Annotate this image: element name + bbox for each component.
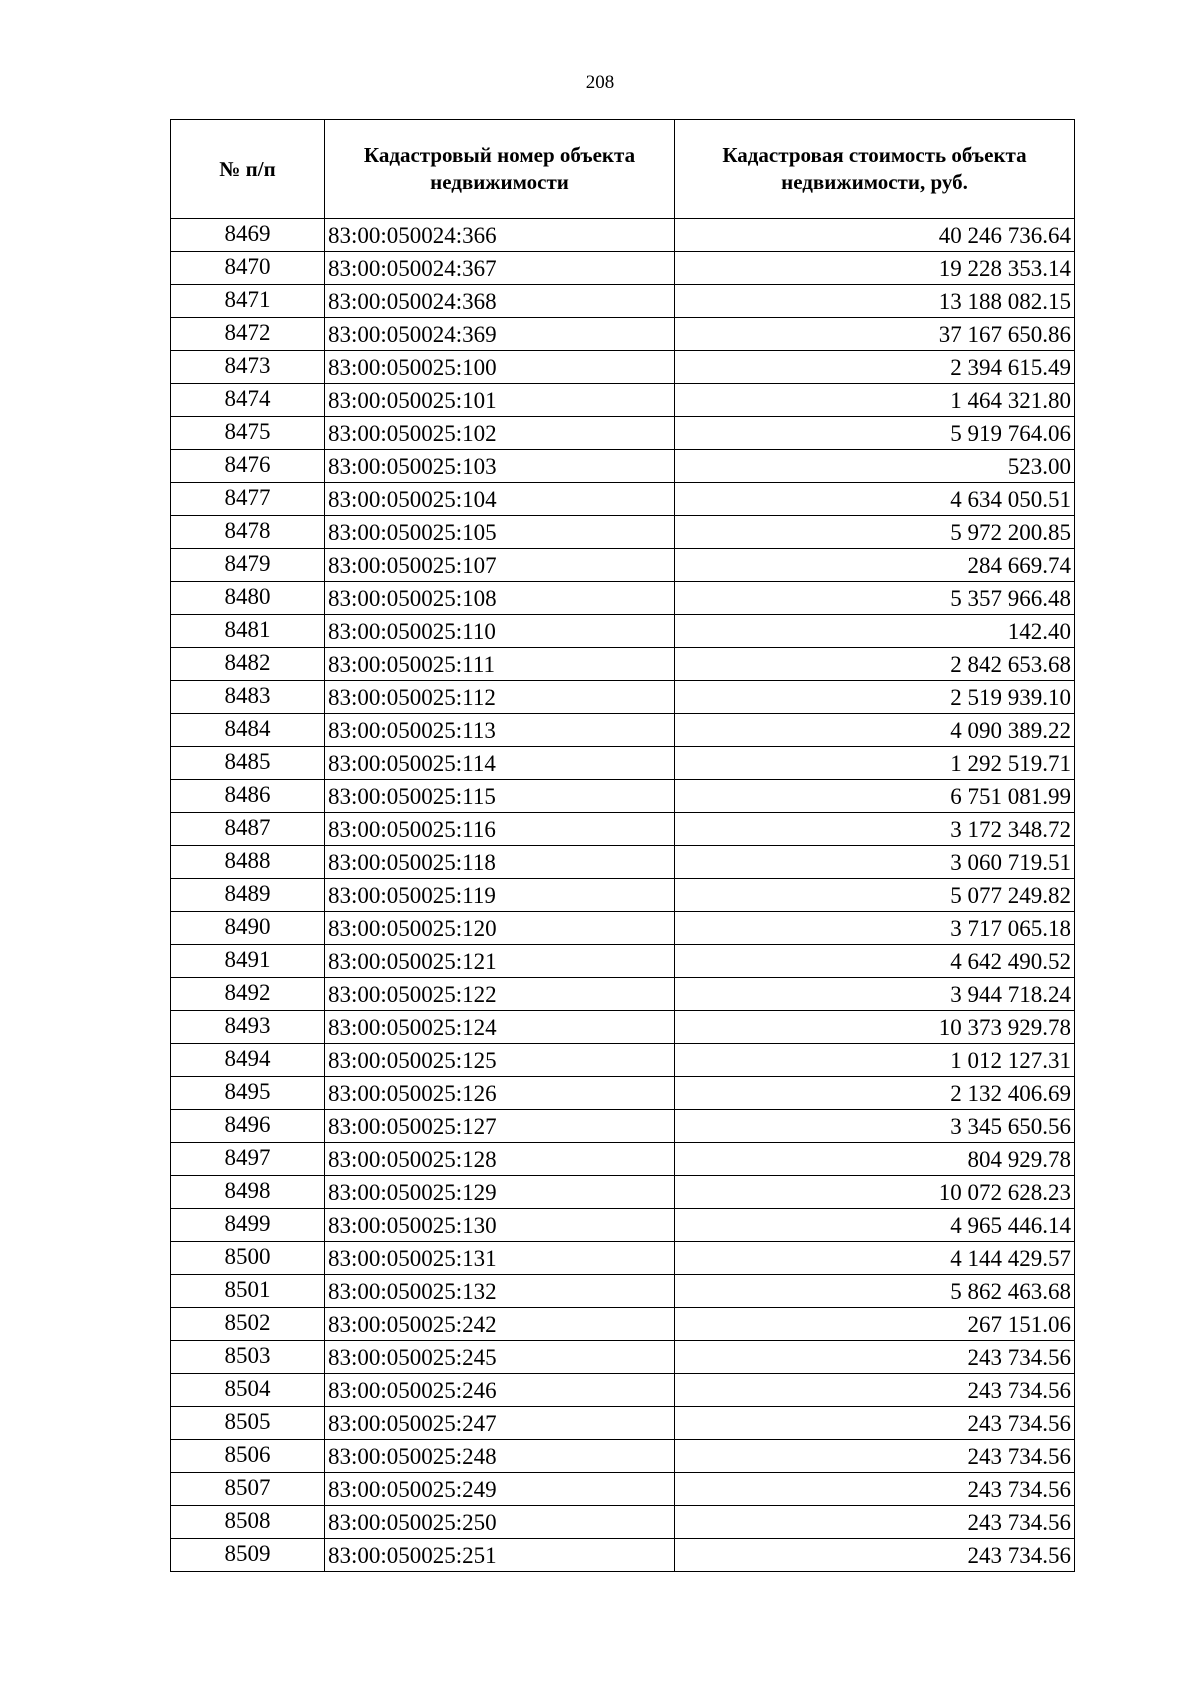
cadastral-value-cell: 5 357 966.48 bbox=[675, 582, 1075, 615]
row-number-cell: 8486 bbox=[171, 780, 325, 813]
cadastral-value-cell: 5 972 200.85 bbox=[675, 516, 1075, 549]
cadastral-number-cell: 83:00:050025:114 bbox=[325, 747, 675, 780]
table-row bbox=[171, 681, 1075, 714]
cadastral-value-cell: 243 734.56 bbox=[675, 1506, 1075, 1539]
cadastral-value-cell: 523.00 bbox=[675, 450, 1075, 483]
cadastral-number-cell: 83:00:050025:111 bbox=[325, 648, 675, 681]
cadastral-number-cell: 83:00:050025:246 bbox=[325, 1374, 675, 1407]
cadastral-number-cell: 83:00:050025:125 bbox=[325, 1044, 675, 1077]
row-number-cell: 8490 bbox=[171, 912, 325, 945]
table-row bbox=[171, 450, 1075, 483]
table-row bbox=[171, 615, 1075, 648]
cadastral-number-cell: 83:00:050025:103 bbox=[325, 450, 675, 483]
row-number-cell: 8493 bbox=[171, 1011, 325, 1044]
cadastral-value-cell: 5 862 463.68 bbox=[675, 1275, 1075, 1308]
table-row bbox=[171, 714, 1075, 747]
table-row bbox=[171, 978, 1075, 1011]
cadastral-number-cell: 83:00:050025:131 bbox=[325, 1242, 675, 1275]
cadastral-value-cell: 2 842 653.68 bbox=[675, 648, 1075, 681]
row-number-cell: 8481 bbox=[171, 615, 325, 648]
row-number-cell: 8501 bbox=[171, 1275, 325, 1308]
row-number-cell: 8470 bbox=[171, 252, 325, 285]
table-row bbox=[171, 516, 1075, 549]
cadastral-value-cell: 3 060 719.51 bbox=[675, 846, 1075, 879]
row-number-cell: 8487 bbox=[171, 813, 325, 846]
row-number-cell: 8499 bbox=[171, 1209, 325, 1242]
cadastral-number-cell: 83:00:050025:119 bbox=[325, 879, 675, 912]
row-number-cell: 8495 bbox=[171, 1077, 325, 1110]
row-number-cell: 8491 bbox=[171, 945, 325, 978]
cadastral-value-cell: 13 188 082.15 bbox=[675, 285, 1075, 318]
row-number-cell: 8489 bbox=[171, 879, 325, 912]
row-number-cell: 8488 bbox=[171, 846, 325, 879]
cadastral-value-cell: 3 172 348.72 bbox=[675, 813, 1075, 846]
table-row bbox=[171, 1341, 1075, 1374]
row-number-cell: 8477 bbox=[171, 483, 325, 516]
row-number-cell: 8482 bbox=[171, 648, 325, 681]
cadastral-number-cell: 83:00:050025:127 bbox=[325, 1110, 675, 1143]
table-row bbox=[171, 1077, 1075, 1110]
table-row bbox=[171, 1209, 1075, 1242]
cadastral-number-cell: 83:00:050025:247 bbox=[325, 1407, 675, 1440]
cadastral-value-cell: 243 734.56 bbox=[675, 1440, 1075, 1473]
row-number-cell: 8479 bbox=[171, 549, 325, 582]
cadastral-value-cell: 284 669.74 bbox=[675, 549, 1075, 582]
table-row bbox=[171, 1374, 1075, 1407]
cadastral-value-cell: 40 246 736.64 bbox=[675, 219, 1075, 252]
table-row bbox=[171, 813, 1075, 846]
cadastral-value-cell: 4 634 050.51 bbox=[675, 483, 1075, 516]
cadastral-number-cell: 83:00:050025:115 bbox=[325, 780, 675, 813]
cadastral-value-cell: 2 132 406.69 bbox=[675, 1077, 1075, 1110]
table-row bbox=[171, 384, 1075, 417]
header-row bbox=[171, 120, 1075, 219]
row-number-cell: 8506 bbox=[171, 1440, 325, 1473]
table-body bbox=[171, 219, 1075, 1572]
cadastral-number-cell: 83:00:050025:105 bbox=[325, 516, 675, 549]
row-number-cell: 8485 bbox=[171, 747, 325, 780]
cadastral-number-cell: 83:00:050025:113 bbox=[325, 714, 675, 747]
cadastral-number-cell: 83:00:050024:367 bbox=[325, 252, 675, 285]
row-number-cell: 8507 bbox=[171, 1473, 325, 1506]
cadastral-value-cell: 2 519 939.10 bbox=[675, 681, 1075, 714]
table-row bbox=[171, 879, 1075, 912]
cadastral-value-cell: 4 144 429.57 bbox=[675, 1242, 1075, 1275]
table-row bbox=[171, 1176, 1075, 1209]
cadastral-value-cell: 243 734.56 bbox=[675, 1341, 1075, 1374]
cadastral-value-cell: 19 228 353.14 bbox=[675, 252, 1075, 285]
cadastral-value-cell: 243 734.56 bbox=[675, 1407, 1075, 1440]
cadastral-value-cell: 10 373 929.78 bbox=[675, 1011, 1075, 1044]
table-row bbox=[171, 747, 1075, 780]
table-row bbox=[171, 1044, 1075, 1077]
row-number-cell: 8480 bbox=[171, 582, 325, 615]
page-number: 208 bbox=[585, 72, 615, 93]
table-row bbox=[171, 1506, 1075, 1539]
row-number-cell: 8498 bbox=[171, 1176, 325, 1209]
cadastral-number-cell: 83:00:050025:102 bbox=[325, 417, 675, 450]
row-number-cell: 8509 bbox=[171, 1539, 325, 1572]
table-row bbox=[171, 1011, 1075, 1044]
table-row bbox=[171, 780, 1075, 813]
cadastral-number-cell: 83:00:050025:100 bbox=[325, 351, 675, 384]
table-row bbox=[171, 252, 1075, 285]
cadastral-number-cell: 83:00:050025:120 bbox=[325, 912, 675, 945]
row-number-cell: 8483 bbox=[171, 681, 325, 714]
cadastral-value-cell: 1 012 127.31 bbox=[675, 1044, 1075, 1077]
header-cadastral-number: Кадастровый номер объекта недвижимости bbox=[325, 120, 675, 219]
cadastral-number-cell: 83:00:050025:132 bbox=[325, 1275, 675, 1308]
cadastral-value-cell: 10 072 628.23 bbox=[675, 1176, 1075, 1209]
table-row bbox=[171, 1539, 1075, 1572]
cadastral-number-cell: 83:00:050025:250 bbox=[325, 1506, 675, 1539]
table-row bbox=[171, 417, 1075, 450]
cadastral-number-cell: 83:00:050025:104 bbox=[325, 483, 675, 516]
table-header bbox=[171, 120, 1075, 219]
row-number-cell: 8497 bbox=[171, 1143, 325, 1176]
table-row bbox=[171, 549, 1075, 582]
cadastral-number-cell: 83:00:050025:248 bbox=[325, 1440, 675, 1473]
cadastral-number-cell: 83:00:050025:101 bbox=[325, 384, 675, 417]
cadastral-value-cell: 4 965 446.14 bbox=[675, 1209, 1075, 1242]
cadastral-number-cell: 83:00:050025:242 bbox=[325, 1308, 675, 1341]
cadastral-number-cell: 83:00:050025:112 bbox=[325, 681, 675, 714]
table-row bbox=[171, 285, 1075, 318]
cadastral-value-cell: 1 464 321.80 bbox=[675, 384, 1075, 417]
cadastral-number-cell: 83:00:050025:107 bbox=[325, 549, 675, 582]
cadastral-value-cell: 267 151.06 bbox=[675, 1308, 1075, 1341]
cadastral-value-cell: 2 394 615.49 bbox=[675, 351, 1075, 384]
table-row bbox=[171, 351, 1075, 384]
row-number-cell: 8502 bbox=[171, 1308, 325, 1341]
cadastral-value-cell: 804 929.78 bbox=[675, 1143, 1075, 1176]
cadastral-number-cell: 83:00:050025:251 bbox=[325, 1539, 675, 1572]
cadastral-value-cell: 4 642 490.52 bbox=[675, 945, 1075, 978]
row-number-cell: 8471 bbox=[171, 285, 325, 318]
table-row bbox=[171, 846, 1075, 879]
cadastral-number-cell: 83:00:050024:369 bbox=[325, 318, 675, 351]
table-row bbox=[171, 1473, 1075, 1506]
table-row bbox=[171, 1308, 1075, 1341]
cadastral-value-cell: 243 734.56 bbox=[675, 1473, 1075, 1506]
cadastral-number-cell: 83:00:050025:124 bbox=[325, 1011, 675, 1044]
table-row bbox=[171, 945, 1075, 978]
table-row bbox=[171, 1242, 1075, 1275]
cadastral-value-cell: 142.40 bbox=[675, 615, 1075, 648]
row-number-cell: 8484 bbox=[171, 714, 325, 747]
row-number-cell: 8503 bbox=[171, 1341, 325, 1374]
row-number-cell: 8505 bbox=[171, 1407, 325, 1440]
cadastral-value-cell: 5 077 249.82 bbox=[675, 879, 1075, 912]
cadastral-number-cell: 83:00:050025:126 bbox=[325, 1077, 675, 1110]
cadastral-value-cell: 3 717 065.18 bbox=[675, 912, 1075, 945]
table-row bbox=[171, 1110, 1075, 1143]
cadastral-value-cell: 243 734.56 bbox=[675, 1539, 1075, 1572]
table-row bbox=[171, 483, 1075, 516]
cadastral-value-cell: 5 919 764.06 bbox=[675, 417, 1075, 450]
table-row bbox=[171, 1440, 1075, 1473]
row-number-cell: 8474 bbox=[171, 384, 325, 417]
table-row bbox=[171, 219, 1075, 252]
cadastral-number-cell: 83:00:050025:110 bbox=[325, 615, 675, 648]
cadastral-number-cell: 83:00:050025:129 bbox=[325, 1176, 675, 1209]
row-number-cell: 8475 bbox=[171, 417, 325, 450]
cadastral-number-cell: 83:00:050025:245 bbox=[325, 1341, 675, 1374]
row-number-cell: 8476 bbox=[171, 450, 325, 483]
row-number-cell: 8504 bbox=[171, 1374, 325, 1407]
cadastral-value-cell: 1 292 519.71 bbox=[675, 747, 1075, 780]
cadastral-value-cell: 243 734.56 bbox=[675, 1374, 1075, 1407]
row-number-cell: 8469 bbox=[171, 219, 325, 252]
cadastral-number-cell: 83:00:050024:368 bbox=[325, 285, 675, 318]
row-number-cell: 8478 bbox=[171, 516, 325, 549]
row-number-cell: 8496 bbox=[171, 1110, 325, 1143]
table-row bbox=[171, 1275, 1075, 1308]
table-row bbox=[171, 1407, 1075, 1440]
cadastral-number-cell: 83:00:050025:118 bbox=[325, 846, 675, 879]
table-row bbox=[171, 648, 1075, 681]
table-row bbox=[171, 582, 1075, 615]
row-number-cell: 8473 bbox=[171, 351, 325, 384]
cadastral-number-cell: 83:00:050025:121 bbox=[325, 945, 675, 978]
row-number-cell: 8500 bbox=[171, 1242, 325, 1275]
table-row bbox=[171, 318, 1075, 351]
cadastral-number-cell: 83:00:050025:108 bbox=[325, 582, 675, 615]
cadastral-number-cell: 83:00:050025:128 bbox=[325, 1143, 675, 1176]
header-row-number: № п/п bbox=[171, 120, 325, 219]
cadastral-value-cell: 3 944 718.24 bbox=[675, 978, 1075, 1011]
cadastral-value-table bbox=[170, 119, 1075, 1572]
row-number-cell: 8508 bbox=[171, 1506, 325, 1539]
table-row bbox=[171, 912, 1075, 945]
table-row bbox=[171, 1143, 1075, 1176]
cadastral-value-cell: 37 167 650.86 bbox=[675, 318, 1075, 351]
cadastral-number-cell: 83:00:050024:366 bbox=[325, 219, 675, 252]
header-cadastral-value: Кадастровая стоимость объекта недвижимости, руб. bbox=[675, 120, 1075, 219]
cadastral-value-cell: 3 345 650.56 bbox=[675, 1110, 1075, 1143]
row-number-cell: 8494 bbox=[171, 1044, 325, 1077]
cadastral-number-cell: 83:00:050025:249 bbox=[325, 1473, 675, 1506]
cadastral-value-cell: 6 751 081.99 bbox=[675, 780, 1075, 813]
cadastral-number-cell: 83:00:050025:122 bbox=[325, 978, 675, 1011]
row-number-cell: 8472 bbox=[171, 318, 325, 351]
row-number-cell: 8492 bbox=[171, 978, 325, 1011]
cadastral-number-cell: 83:00:050025:116 bbox=[325, 813, 675, 846]
cadastral-number-cell: 83:00:050025:130 bbox=[325, 1209, 675, 1242]
cadastral-value-cell: 4 090 389.22 bbox=[675, 714, 1075, 747]
